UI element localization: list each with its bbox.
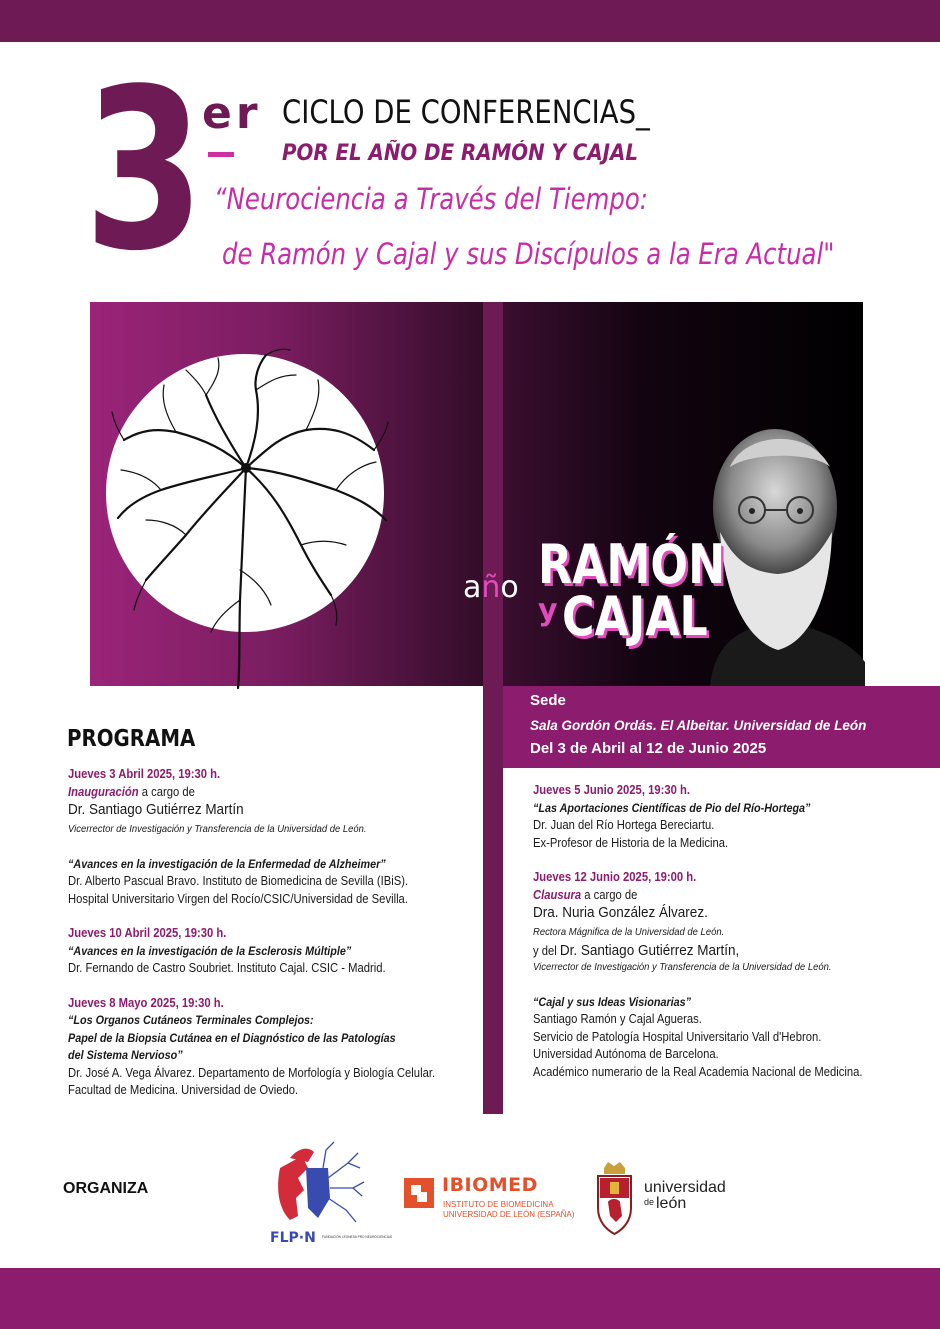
session-date: Jueves 12 Junio 2025, 19:00 h.	[533, 870, 697, 884]
y-connector: y	[538, 593, 558, 628]
session-title: “Avances en la investigación de la Esclerosis Múltiple”	[68, 943, 352, 958]
session-title: del Sistema Nervioso”	[68, 1048, 183, 1062]
session-role: Rectora Mágnifica de la Universidad de León.	[533, 926, 725, 938]
session-line: Facultad de Medicina. Universidad de Oviedo.	[68, 1083, 299, 1097]
session-date: Jueves 10 Abril 2025, 19:30 h.	[68, 926, 227, 940]
program-left-column	[68, 766, 478, 1100]
page-subtitle: POR EL AÑO DE RAMÓN Y CAJAL	[282, 141, 638, 166]
session-line: Universidad Autónoma de Barcelona.	[533, 1047, 719, 1061]
ule-name-line-1: universidad	[644, 1179, 726, 1196]
ibiomed-name: IBIOMED	[442, 1174, 538, 1196]
session-speaker-line: y del Dr. Santiago Gutiérrez Martín,	[533, 941, 740, 959]
session-line: Dr. Alberto Pascual Bravo. Instituto de Biomedicina de Sevilla (IBiS).	[68, 874, 409, 888]
session-label-line: Inauguración a cargo de	[68, 784, 195, 799]
cajal-title: CAJAL	[562, 585, 708, 648]
ibiomed-sub-1: INSTITUTO DE BIOMEDICINA	[443, 1200, 554, 1209]
session-speaker: Dr. Santiago Gutiérrez Martín	[68, 801, 244, 818]
session-title: “Avances en la investigación de la Enfermedad de Alzheimer”	[68, 856, 386, 871]
session-role: Vicerrector de Investigación y Transferencia de la Universidad de León.	[68, 823, 367, 835]
session-line: Santiago Ramón y Cajal Agueras.	[533, 1012, 702, 1026]
flpn-lion-logo-icon	[268, 1138, 392, 1248]
organiza-label: ORGANIZA	[63, 1180, 149, 1197]
session-speaker: Dra. Nuria González Álvarez.	[533, 904, 708, 921]
session-title: Papel de la Biopsia Cutánea en el Diagnóstico de las Patologías	[68, 1030, 396, 1045]
ramon-title: RAMÓN	[538, 533, 726, 596]
neuron-illustration-icon	[106, 340, 396, 690]
svg-text:FUNDACIÓN LEONESA PRO NEUROCIE: FUNDACIÓN LEONESA PRO NEUROCIENCIAS	[322, 1235, 392, 1239]
session-line: Dr. Fernando de Castro Soubriet. Instituto Cajal. CSIC - Madrid.	[68, 961, 386, 975]
sede-dates: Del 3 de Abril al 12 de Junio 2025	[530, 740, 767, 757]
session-date: Jueves 3 Abril 2025, 19:30 h.	[68, 767, 221, 781]
page-title: CICLO DE CONFERENCIAS_	[282, 93, 650, 131]
theme-line-2: de Ramón y Cajal y sus Discípulos a la Era Actual"	[222, 237, 835, 271]
ule-name-de: de	[644, 1197, 655, 1207]
programa-heading: PROGRAMA	[67, 726, 196, 752]
session-line: Dr. José A. Vega Álvarez. Departamento de Morfología y Biología Celular.	[68, 1065, 436, 1080]
edition-number: 3	[84, 42, 200, 300]
session-role: Vicerrector de Investigación y Transferencia de la Universidad de León.	[533, 961, 832, 973]
session-date: Jueves 8 Mayo 2025, 19:30 h.	[68, 995, 224, 1010]
ordinal-underline	[208, 152, 234, 157]
program-right-column	[533, 782, 933, 1081]
session-label-line: Clausura a cargo de	[533, 887, 638, 902]
session-date: Jueves 5 Junio 2025, 19:30 h.	[533, 783, 690, 797]
session-line: Servicio de Patología Hospital Universitario Vall d'Hebron.	[533, 1029, 822, 1044]
session-title: “Cajal y sus Ideas Visionarias”	[533, 994, 692, 1009]
vertical-divider	[483, 302, 503, 1114]
ano-label: año	[463, 570, 519, 605]
bottom-bar	[0, 1268, 940, 1329]
session-title: “Los Organos Cutáneos Terminales Complejos:	[68, 1013, 314, 1027]
session-line: Dr. Juan del Río Hortega Bereciartu.	[533, 818, 715, 832]
universidad-leon-crest-icon	[592, 1158, 637, 1236]
sede-label: Sede	[530, 692, 566, 709]
ibiomed-sub-2: UNIVERSIDAD DE LEÓN (ESPAÑA)	[443, 1210, 575, 1219]
theme-line-1: “Neurociencia a Través del Tiempo:	[214, 182, 648, 216]
session-title: “Las Aportaciones Científicas de Pio del Río-Hortega”	[533, 800, 811, 815]
session-line: Académico numerario de la Real Academia Nacional de Medicina.	[533, 1064, 863, 1079]
session-line: Ex-Profesor de Historia de la Medicina.	[533, 835, 729, 850]
ule-name-line-2: león	[656, 1195, 687, 1212]
session-line: Hospital Universitario Virgen del Rocío/CSIC/Universidad de Sevilla.	[68, 891, 408, 906]
top-bar	[0, 0, 940, 42]
edition-ordinal: er	[202, 88, 262, 139]
sede-place: Sala Gordón Ordás. El Albeitar. Universidad de León	[530, 718, 867, 733]
svg-text:FLP·N: FLP·N	[270, 1230, 316, 1246]
